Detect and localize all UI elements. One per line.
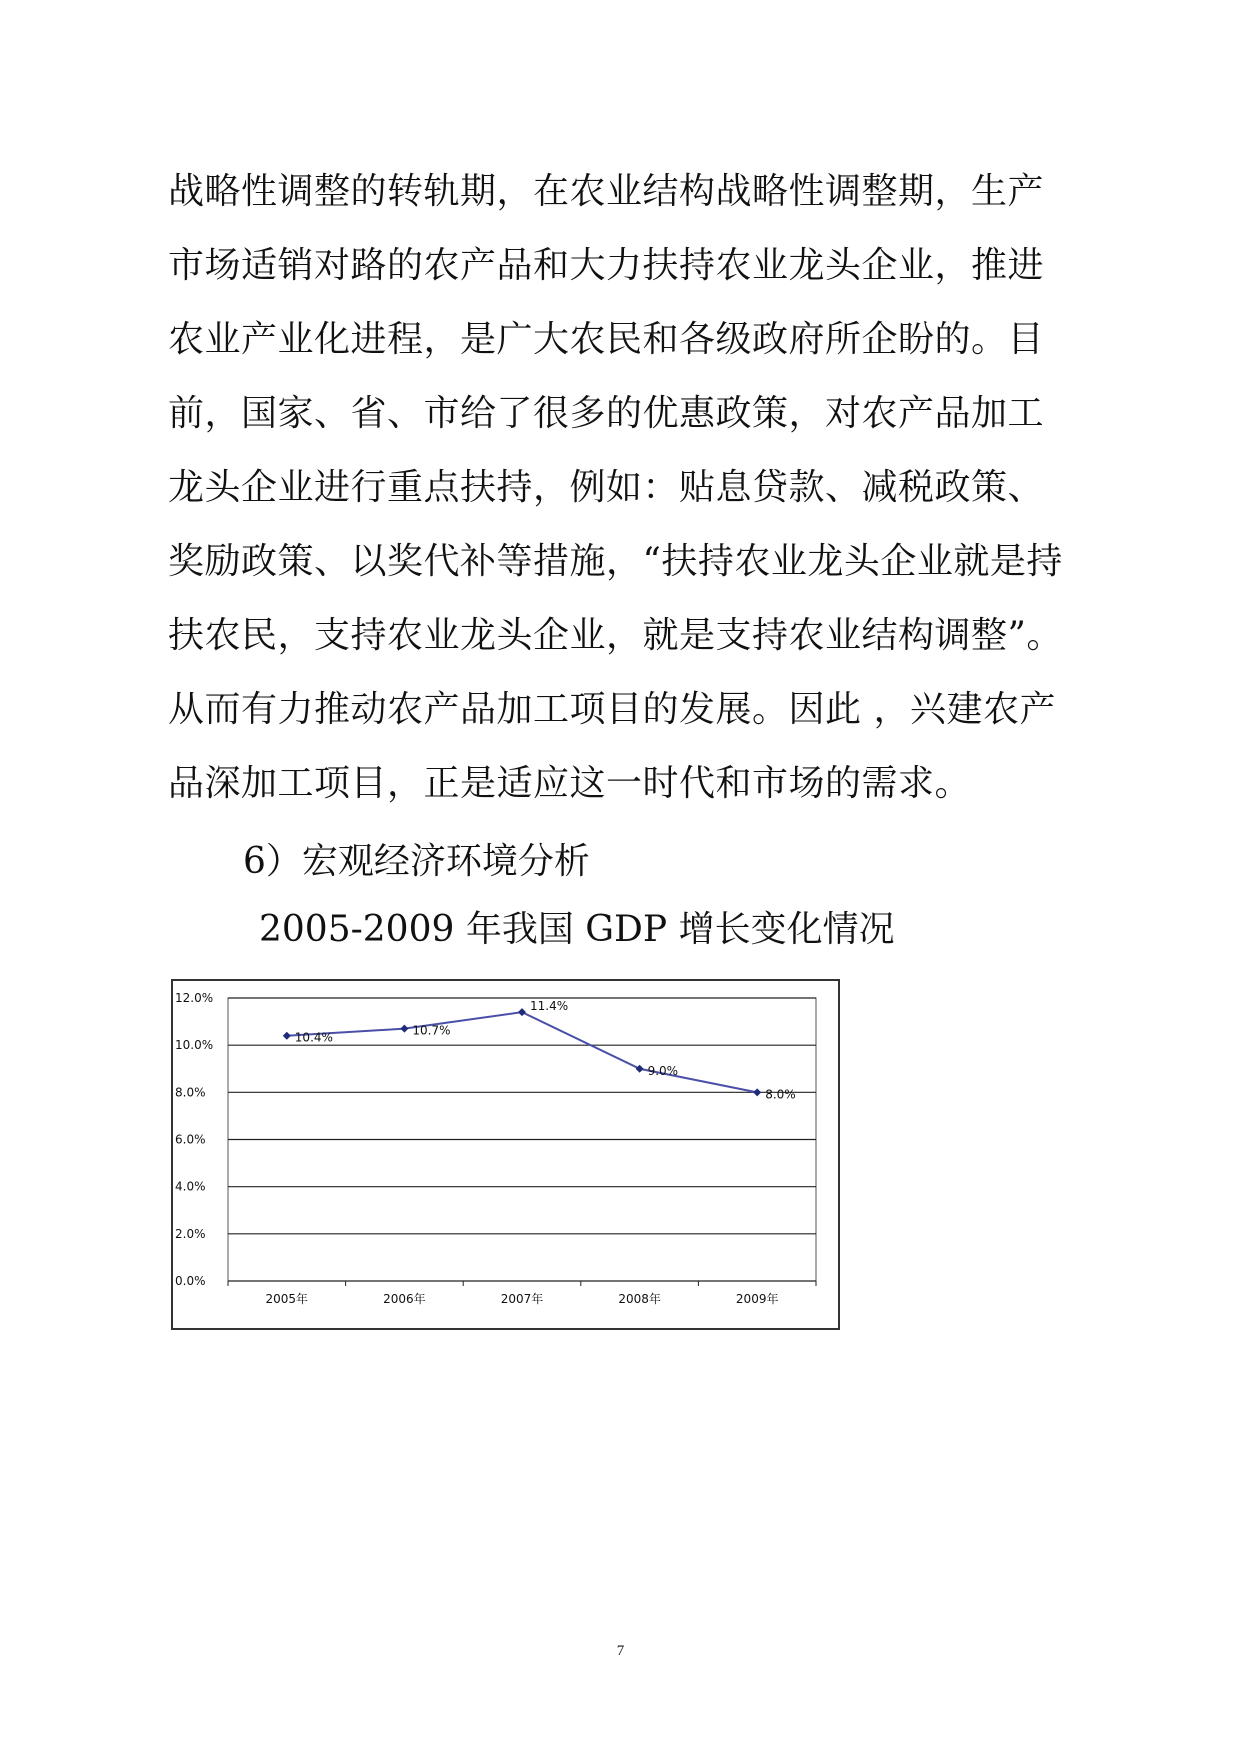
- paragraph-line: 战略性调整的转轨期，在农业结构战略性调整期，生产: [168, 171, 1045, 212]
- data-label: 11.4%: [530, 999, 569, 1014]
- paragraph-line: 龙头企业进行重点扶持，例如：贴息贷款、减税政策、: [168, 467, 1045, 508]
- data-label: 10.7%: [412, 1023, 451, 1038]
- y-tick-label: 0.0%: [175, 1274, 206, 1288]
- data-label: 10.4%: [294, 1030, 333, 1045]
- y-tick-label: 6.0%: [175, 1132, 206, 1147]
- y-tick-label: 12.0%: [175, 991, 214, 1005]
- data-label: 9.0%: [647, 1063, 679, 1078]
- gdp-growth-chart: [171, 979, 840, 1330]
- paragraph-line: 品深加工项目，正是适应这一时代和市场的需求。: [168, 763, 972, 804]
- paragraph-line: 市场适销对路的农产品和大力扶持农业龙头企业，推进: [168, 245, 1045, 286]
- x-tick-label: 2008年: [618, 1292, 661, 1306]
- section-heading: 6）宏观经济环境分析: [243, 841, 590, 882]
- x-tick-label: 2009年: [735, 1292, 779, 1306]
- x-tick-label: 2007年: [500, 1292, 544, 1306]
- chart-canvas: [173, 981, 838, 1328]
- y-tick-label: 4.0%: [175, 1179, 206, 1194]
- y-tick-label: 10.0%: [175, 1038, 214, 1053]
- x-tick-label: 2005年: [265, 1292, 309, 1306]
- data-label: 8.0%: [765, 1087, 796, 1102]
- paragraph-line: 前，国家、省、市给了很多的优惠政策，对农产品加工: [168, 393, 1045, 434]
- chart-caption: 2005-2009 年我国 GDP 增长变化情况: [259, 909, 895, 950]
- paragraph-line: 从而有力推动农产品加工项目的发展。因此 ，兴建农产: [168, 689, 1056, 730]
- y-tick-label: 2.0%: [175, 1226, 206, 1241]
- paragraph-line: 农业产业化进程，是广大农民和各级政府所企盼的。目: [168, 319, 1045, 360]
- y-tick-label: 8.0%: [175, 1085, 206, 1100]
- page-number: 7: [616, 1643, 625, 1659]
- x-tick-label: 2006年: [383, 1292, 426, 1306]
- paragraph-line: 奖励政策、以奖代补等措施，“扶持农业龙头企业就是持: [168, 541, 1063, 582]
- paragraph-line: 扶农民，支持农业龙头企业，就是支持农业结构调整”。: [168, 615, 1063, 656]
